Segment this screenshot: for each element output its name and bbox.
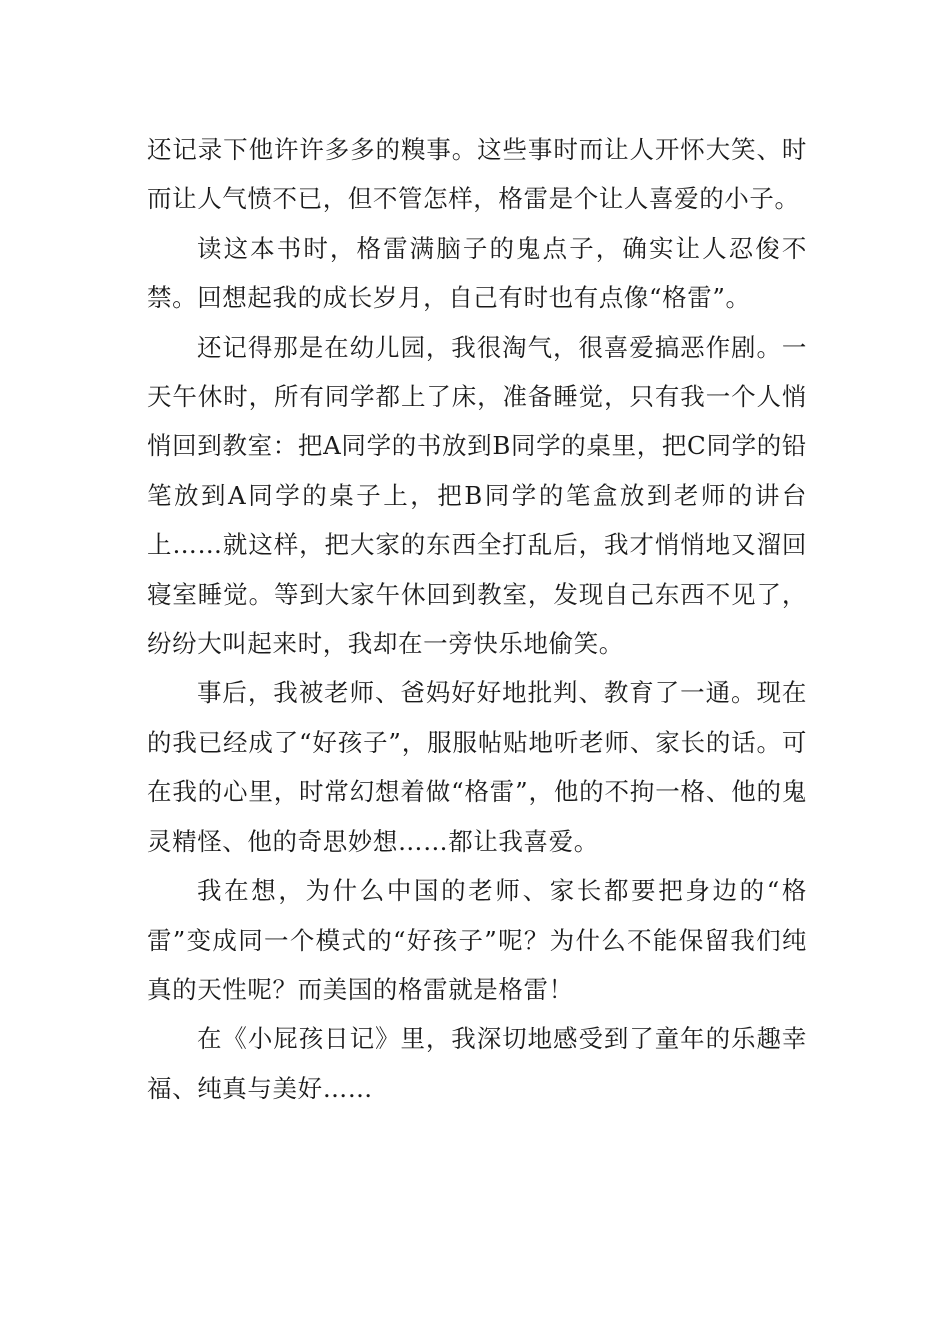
paragraph-3: 还记得那是在幼儿园，我很淘气，很喜爱搞恶作剧。一天午休时，所有同学都上了床，准备睡觉，只有我一个人悄悄回到教室：把A同学的书放到B同学的桌里，把C同学的铅笔放到A同学的桌子上，把B同学的笔盒放到老师的讲台上……就这样，把大家的东西全打乱后，我才悄悄地又溜回寝室睡觉。等到大家午休回到教室，发现自己东西不见了，纷纷大叫起来时，我却在一旁快乐地偷笑。: [147, 332, 807, 659]
paragraph-6: 在《小屁孩日记》里，我深切地感受到了童年的乐趣幸福、纯真与美好……: [147, 1024, 807, 1103]
paragraph-5: 我在想，为什么中国的老师、家长都要把身边的“格雷”变成同一个模式的“好孩子”呢？为什么不能保留我们纯真的天性呢？而美国的格雷就是格雷！: [147, 876, 807, 1004]
paragraph-4: 事后，我被老师、爸妈好好地批判、教育了一通。现在的我已经成了“好孩子”，服服帖贴地听老师、家长的话。可在我的心里，时常幻想着做“格雷”，他的不拘一格、他的鬼灵精怪、他的奇思妙想……都让我喜爱。: [147, 678, 807, 856]
paragraph-2: 读这本书时，格雷满脑子的鬼点子，确实让人忍俊不禁。回想起我的成长岁月，自己有时也有点像“格雷”。: [147, 233, 807, 313]
paragraph-1: 还记录下他许许多多的糗事。这些事时而让人开怀大笑、时而让人气愤不已，但不管怎样，格雷是个让人喜爱的小子。: [147, 135, 807, 214]
document-body: [147, 125, 807, 1113]
